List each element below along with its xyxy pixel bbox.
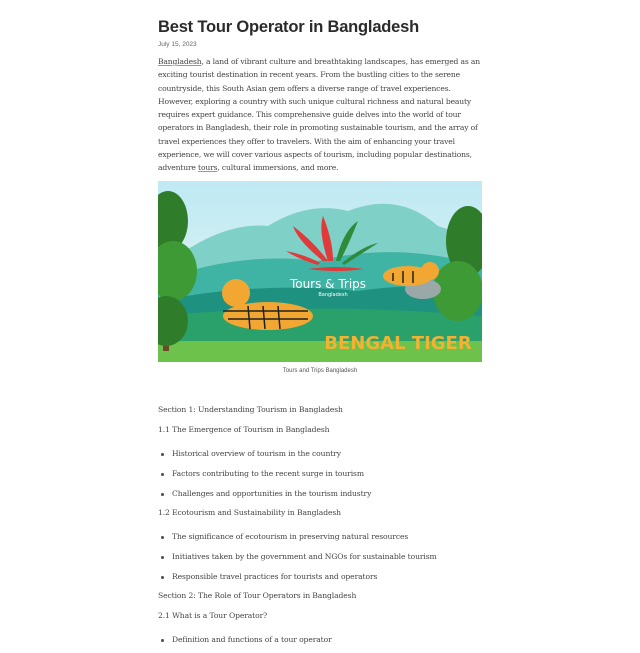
list-item: Responsible travel practices for tourists and operators (158, 570, 488, 590)
bullet-list (158, 444, 488, 507)
logo-sub: Bangladesh (318, 292, 348, 298)
post-date: July 15, 2023 (158, 41, 197, 48)
hero-image (158, 181, 482, 362)
bangladesh-link[interactable]: Bangladesh (158, 57, 202, 66)
section-heading: Section 2: The Role of Tour Operators in Bangladesh (158, 591, 357, 600)
banner-text: BENGAL TIGER (324, 333, 472, 354)
bullet-list (158, 630, 488, 653)
section-heading: 1.1 The Emergence of Tourism in Bangladesh (158, 425, 330, 434)
intro-paragraph: Bangladesh, a land of vibrant culture and breathtaking landscapes, has emerged as an exciting tourist destination in recent years. From the bustling cities to the serene countryside, this South Asian gem offers a diverse range of travel experiences. However, exploring a country with such unique cultural richness and natural beauty requires expert guidance. This comprehensive guide delves into the world of tour operators in Bangladesh, their role in promoting sustainable tourism, and the array of travel experiences they offer to travelers. With the aim of enhancing your travel experience, we will cover various aspects of tourism, including popular destinations, adventure tours, cultural immersions, and more. (158, 57, 481, 173)
section-heading: Section 1: Understanding Tourism in Bangladesh (158, 405, 343, 414)
logo-text: Tours & Trips (289, 277, 367, 291)
list-item: Challenges and opportunities in the tourism industry (158, 487, 488, 507)
section-heading: 1.2 Ecotourism and Sustainability in Bangladesh (158, 508, 341, 517)
image-caption: Tours and Trips Bangladesh (282, 368, 358, 374)
article-sections (158, 404, 488, 653)
page-title: Best Tour Operator in Bangladesh (158, 18, 419, 36)
list-item: Initiatives taken by the government and NGOs for sustainable tourism (158, 550, 488, 570)
list-item: Historical overview of tourism in the country (158, 447, 488, 467)
section-heading: 2.1 What is a Tour Operator? (158, 611, 268, 620)
tours-link[interactable]: tours (198, 163, 218, 173)
list-item: Definition and functions of a tour operator (158, 633, 488, 653)
list-item: Factors contributing to the recent surge in tourism (158, 467, 488, 487)
bullet-list (158, 527, 488, 590)
list-item: The significance of ecotourism in preserving natural resources (158, 530, 488, 550)
